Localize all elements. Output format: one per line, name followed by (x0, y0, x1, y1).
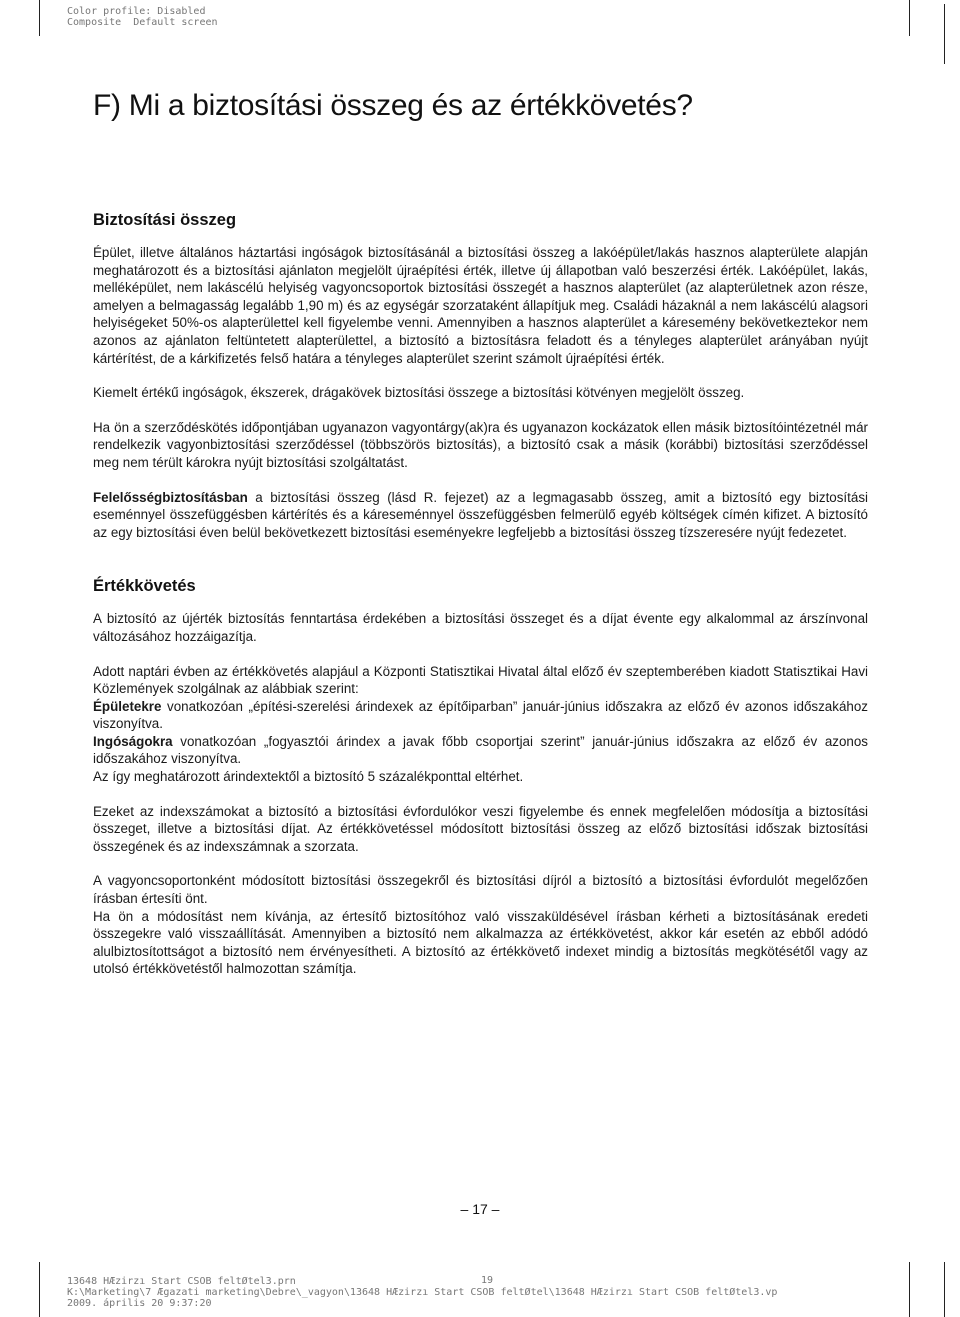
slug-top (67, 6, 218, 28)
page-number: – 17 – (460, 1201, 500, 1217)
buildings-text: vonatkozóan „építési-szerelési árindexek az építőiparban” január-június időszakra az előző év azonos időszakához viszonyítva. (93, 698, 868, 732)
paragraph-sum-insured-basis: Épület, illetve általános háztartási ingóságok biztosításánál a biztosítási összeg a lakóépület/lakás hasznos alapterülete alapján meghatározott és a biztosítási ajánlaton megjelölt újraépítési érték, illetve új állapotban való beszerzési érték. Lakóépület, lakás, melléképület, nem lakáscélú helyiség vagyoncsoportok biztosítási összegét a hasznos alapterület (az alapterületnek azon része, amelyen a belmagasság legalább 1,90 m) és az egységár szorzataként állapítjuk meg. Családi házaknál a nem lakáscélú alagsori helyiségeket 50%-os alapterülettel kell figyelembe venni. Amennyiben a hasznos alapterület a káresemény bekövetkeztekor nem azonos az ajánlaton feltüntetett alapterülettel, a biztosító a biztosításra feladott és a tényleges alapterület arányában nyújt kártérítést, de a kárkifizetés felső határa a tényleges alapterület szerint számolt újraépítési érték. (93, 245, 868, 366)
final-opt-out: Ha ön a módosítást nem kívánja, az értesítő biztosítóhoz való visszaküldésével írásban kérheti a biztosításának eredeti összegekre való visszaállítását. Amennyiben a biztosító nem alkalmazza az értékkövetést, akkor kár esetén az ebből adódó alulbiztosítottságot a biztosító nem érvényesítheti. A biztosító az értékkövető indexet mindig a biztosítás megkötésétől vagy az utolsó értékkövetéstől halmozottan számítja. (93, 908, 868, 977)
page-title: F) Mi a biztosítási összeg és az értékkövetés? (93, 89, 693, 122)
crop-mark-bottom-right-outer (944, 1262, 945, 1317)
index-cap: Az így meghatározott árindextektől a biztosító 5 százalékponttal eltérhet. (93, 769, 524, 785)
paragraph-multiple-insurance: Ha ön a szerződéskötés időpontjában ugyanazon vagyontárgy(ak)ra és ugyanazon kockázatok ellen másik biztosítóintézetnél már rendelkezik vagyonbiztosítási szerződéssel (többszörös biztosítás), a biztosító csak a másik (korábbi) biztosítási szerződéssel meg nem térült károkra nyújt biztosítási szolgáltatást. (93, 419, 868, 470)
crop-mark-top-right (909, 0, 910, 36)
contents-term: Ingóságokra (93, 733, 173, 749)
section-heading-sum-insured: Biztosítási összeg (93, 211, 237, 229)
slug-bottom-line3: 2009. április 20 9:37:20 (67, 1298, 212, 1309)
paragraph-indexation-intro: A biztosító az újérték biztosítás fenntartása érdekében a biztosítási összeget és a díjat évente egy alkalommal az árszínvonal változásához hozzáigazítja. (93, 611, 868, 644)
crop-mark-right-upper (944, 4, 945, 64)
paragraph-valuables: Kiemelt értékű ingóságok, ékszerek, drágakövek biztosítási összege a biztosítási kötvényen megjelölt összeg. (93, 385, 745, 401)
paragraph-index-application: Ezeket az indexszámokat a biztosító a biztosítási évfordulókor veszi figyelembe és ennek megfelelően módosítja a biztosítási összeget, illetve a biztosítási díjat. Az értékkövetéssel módosított biztosítási összeg az előző biztosítási időszak biztosítási összegének és az indexszámnak a szorzata. (93, 803, 868, 854)
liability-text: a biztosítási összeg (lásd R. fejezet) az a legmagasabb összeg, amit a biztosító egy biztosítási eseménnyel összefüggésben kártérítés és a káreseménnyel összefüggésben felmerülő egyéb költségek címén kifizet. A biztosító az egy biztosítási éven belül bekövetkezett biztosítási eseményekre legfeljebb a biztosítási összeg tízszeresére nyújt fedezetet. (93, 489, 868, 540)
slug-bottom (67, 1276, 777, 1309)
index-buildings (93, 698, 868, 733)
contents-text: vonatkozóan „fogyasztói árindex a javak főbb csoportjai szerint” január-június időszakra az előző év azonos időszakához viszonyítva. (93, 733, 868, 767)
index-contents (93, 733, 868, 768)
liability-term: Felelősségbiztosításban (93, 489, 248, 505)
paragraph-liability (93, 489, 868, 542)
slug-bottom-line2: K:\Marketing\7 Ægazati marketing\Debre\_vagyon\13648 HÆzirzı Start CSOB feltØtel\13648 HÆzirzı Start CSOB feltØtel3.vp (67, 1287, 778, 1298)
buildings-term: Épületekre (93, 698, 162, 714)
slug-sheet-number: 19 (481, 1275, 494, 1286)
crop-mark-bottom-left (39, 1262, 40, 1317)
slug-bottom-line1: 13648 HÆzirzı Start CSOB feltØtel3.prn (67, 1276, 296, 1287)
final-notification: A vagyoncsoportonként módosított biztosítási összegekről és biztosítási díjról a biztosító a biztosítási évfordulót megelőzően írásban értesíti önt. (93, 873, 868, 907)
slug-top-line2: Composite Default screen (67, 17, 218, 28)
section-heading-indexation: Értékkövetés (93, 577, 196, 596)
final-block (93, 872, 868, 978)
index-block (93, 663, 868, 786)
crop-mark-bottom-right (909, 1262, 910, 1317)
slug-top-line1: Color profile: Disabled (67, 6, 206, 17)
page-content (93, 211, 868, 978)
crop-mark-top-left (39, 0, 40, 36)
index-intro: Adott naptári évben az értékkövetés alapjául a Központi Statisztikai Hivatal által előző év szeptemberében kiadott Statisztikai Havi Közlemények szolgálnak az alábbiak szerint: (93, 663, 868, 697)
